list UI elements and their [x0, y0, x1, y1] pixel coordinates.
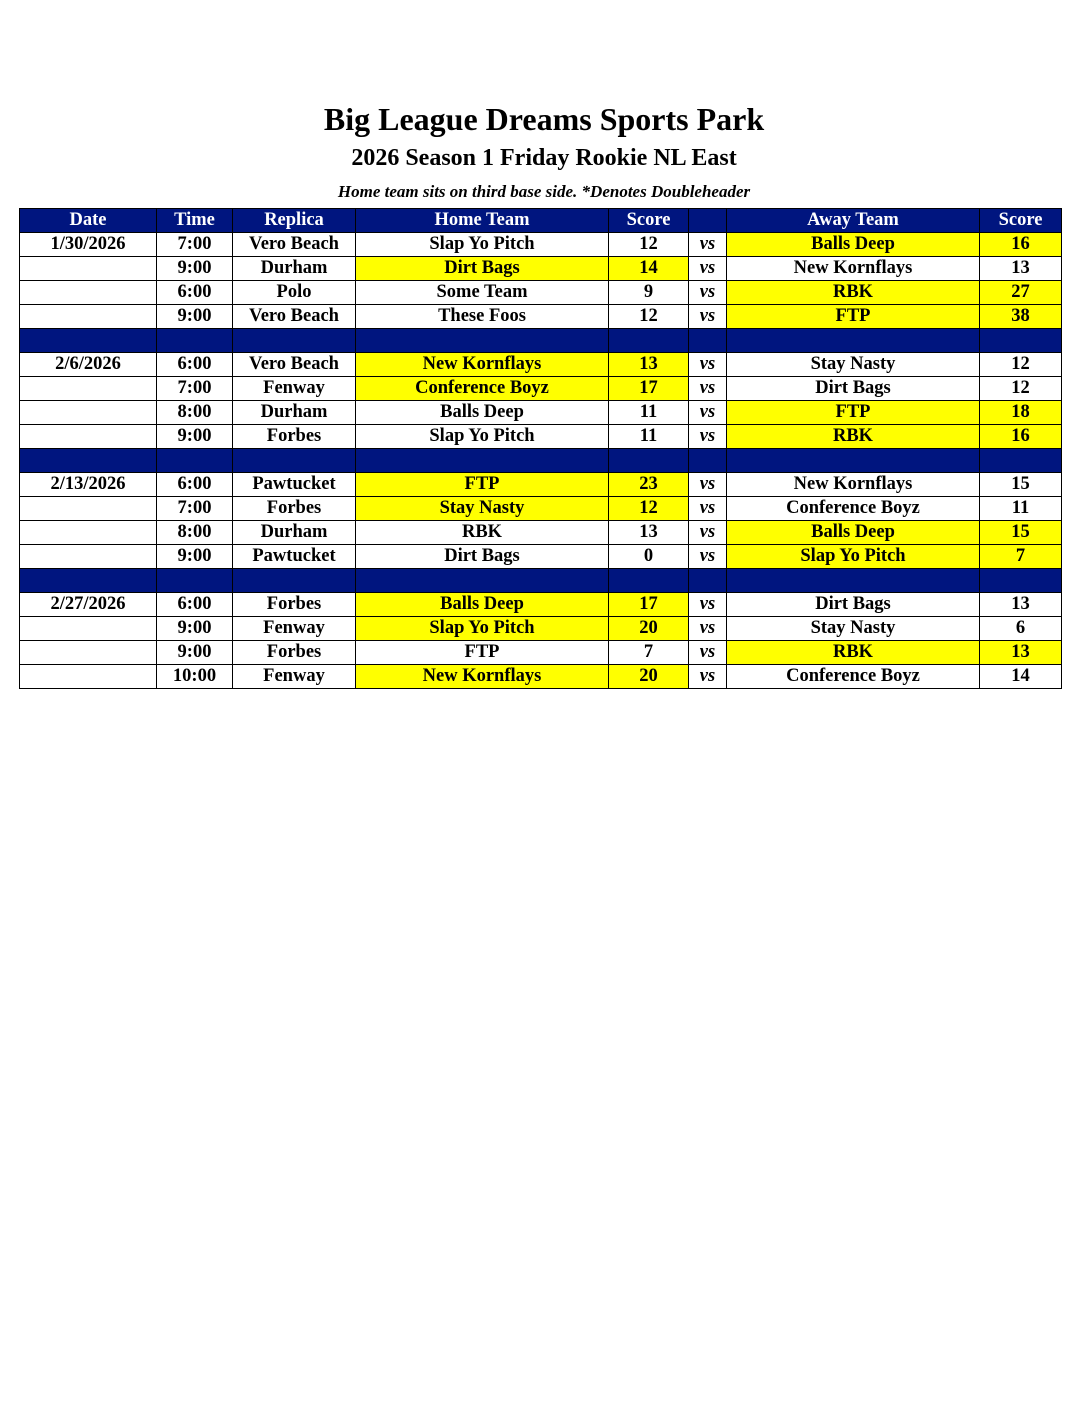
- week-separator-row: [20, 569, 1062, 593]
- time-cell: 9:00: [157, 425, 233, 449]
- separator-cell: [980, 449, 1062, 473]
- schedule-table: [19, 208, 1062, 689]
- game-row: [20, 593, 1062, 617]
- away-score-cell: 13: [980, 257, 1062, 281]
- date-cell: 2/27/2026: [20, 593, 157, 617]
- away-team-cell: Conference Boyz: [727, 497, 980, 521]
- home-score-cell: 7: [609, 641, 689, 665]
- away-score-cell: 14: [980, 665, 1062, 689]
- date-cell: [20, 305, 157, 329]
- away-team-cell: RBK: [727, 281, 980, 305]
- separator-cell: [157, 449, 233, 473]
- separator-cell: [689, 449, 727, 473]
- separator-cell: [157, 329, 233, 353]
- away-team-cell: Stay Nasty: [727, 617, 980, 641]
- time-cell: 9:00: [157, 257, 233, 281]
- date-cell: [20, 545, 157, 569]
- home-score-cell: 13: [609, 521, 689, 545]
- home-score-cell: 17: [609, 377, 689, 401]
- separator-cell: [233, 329, 356, 353]
- col-header-home-team: Home Team: [356, 209, 609, 233]
- time-cell: 9:00: [157, 617, 233, 641]
- home-score-cell: 11: [609, 425, 689, 449]
- time-cell: 9:00: [157, 545, 233, 569]
- home-score-cell: 20: [609, 617, 689, 641]
- vs-cell: vs: [689, 473, 727, 497]
- replica-cell: Forbes: [233, 641, 356, 665]
- replica-cell: Fenway: [233, 377, 356, 401]
- away-team-cell: New Kornflays: [727, 473, 980, 497]
- home-team-cell: Slap Yo Pitch: [356, 617, 609, 641]
- vs-cell: vs: [689, 425, 727, 449]
- home-score-cell: 9: [609, 281, 689, 305]
- time-cell: 9:00: [157, 305, 233, 329]
- week-separator-row: [20, 449, 1062, 473]
- away-team-cell: Stay Nasty: [727, 353, 980, 377]
- separator-cell: [356, 329, 609, 353]
- week-separator-row: [20, 329, 1062, 353]
- col-header-home-score: Score: [609, 209, 689, 233]
- separator-cell: [20, 329, 157, 353]
- home-team-cell: Dirt Bags: [356, 257, 609, 281]
- home-team-cell: Dirt Bags: [356, 545, 609, 569]
- separator-cell: [356, 449, 609, 473]
- vs-cell: vs: [689, 401, 727, 425]
- replica-cell: Durham: [233, 401, 356, 425]
- away-score-cell: 11: [980, 497, 1062, 521]
- vs-cell: vs: [689, 665, 727, 689]
- separator-cell: [727, 329, 980, 353]
- away-team-cell: Dirt Bags: [727, 593, 980, 617]
- home-score-cell: 14: [609, 257, 689, 281]
- home-score-cell: 11: [609, 401, 689, 425]
- replica-cell: Durham: [233, 521, 356, 545]
- separator-cell: [20, 449, 157, 473]
- col-header-time: Time: [157, 209, 233, 233]
- home-team-cell: RBK: [356, 521, 609, 545]
- date-cell: [20, 617, 157, 641]
- vs-cell: vs: [689, 281, 727, 305]
- away-score-cell: 12: [980, 377, 1062, 401]
- replica-cell: Durham: [233, 257, 356, 281]
- away-score-cell: 15: [980, 473, 1062, 497]
- vs-cell: vs: [689, 377, 727, 401]
- replica-cell: Vero Beach: [233, 305, 356, 329]
- separator-cell: [689, 329, 727, 353]
- away-team-cell: Conference Boyz: [727, 665, 980, 689]
- away-team-cell: Dirt Bags: [727, 377, 980, 401]
- away-score-cell: 27: [980, 281, 1062, 305]
- date-cell: [20, 521, 157, 545]
- away-team-cell: New Kornflays: [727, 257, 980, 281]
- away-score-cell: 18: [980, 401, 1062, 425]
- page-title: Big League Dreams Sports Park: [323, 101, 765, 137]
- game-row: [20, 353, 1062, 377]
- replica-cell: Vero Beach: [233, 233, 356, 257]
- away-score-cell: 7: [980, 545, 1062, 569]
- date-cell: [20, 257, 157, 281]
- separator-cell: [157, 569, 233, 593]
- vs-cell: vs: [689, 545, 727, 569]
- replica-cell: Forbes: [233, 497, 356, 521]
- separator-cell: [356, 569, 609, 593]
- time-cell: 7:00: [157, 233, 233, 257]
- home-team-cell: FTP: [356, 473, 609, 497]
- away-score-cell: 16: [980, 233, 1062, 257]
- time-cell: 6:00: [157, 281, 233, 305]
- away-team-cell: Balls Deep: [727, 233, 980, 257]
- away-score-cell: 13: [980, 641, 1062, 665]
- home-team-cell: These Foos: [356, 305, 609, 329]
- col-header-away-score: Score: [980, 209, 1062, 233]
- away-score-cell: 16: [980, 425, 1062, 449]
- col-header-date: Date: [20, 209, 157, 233]
- home-team-cell: New Kornflays: [356, 353, 609, 377]
- col-header-replica: Replica: [233, 209, 356, 233]
- home-team-cell: Slap Yo Pitch: [356, 233, 609, 257]
- separator-cell: [609, 569, 689, 593]
- away-team-cell: RBK: [727, 425, 980, 449]
- game-row: [20, 305, 1062, 329]
- game-row: [20, 425, 1062, 449]
- vs-cell: vs: [689, 641, 727, 665]
- date-cell: [20, 497, 157, 521]
- vs-cell: vs: [689, 257, 727, 281]
- home-team-cell: Balls Deep: [356, 401, 609, 425]
- home-score-cell: 12: [609, 305, 689, 329]
- separator-cell: [609, 329, 689, 353]
- away-team-cell: Slap Yo Pitch: [727, 545, 980, 569]
- home-score-cell: 17: [609, 593, 689, 617]
- date-cell: 2/6/2026: [20, 353, 157, 377]
- away-score-cell: 15: [980, 521, 1062, 545]
- date-cell: [20, 377, 157, 401]
- replica-cell: Pawtucket: [233, 473, 356, 497]
- game-row: [20, 545, 1062, 569]
- away-score-cell: 12: [980, 353, 1062, 377]
- away-team-cell: RBK: [727, 641, 980, 665]
- separator-cell: [233, 569, 356, 593]
- date-cell: [20, 281, 157, 305]
- time-cell: 8:00: [157, 521, 233, 545]
- home-team-cell: Some Team: [356, 281, 609, 305]
- page-subtitle: 2026 Season 1 Friday Rookie NL East: [351, 145, 737, 171]
- time-cell: 6:00: [157, 593, 233, 617]
- replica-cell: Forbes: [233, 593, 356, 617]
- home-score-cell: 0: [609, 545, 689, 569]
- home-team-cell: FTP: [356, 641, 609, 665]
- replica-cell: Vero Beach: [233, 353, 356, 377]
- separator-cell: [20, 569, 157, 593]
- away-team-cell: Balls Deep: [727, 521, 980, 545]
- date-cell: [20, 401, 157, 425]
- away-team-cell: FTP: [727, 305, 980, 329]
- vs-cell: vs: [689, 305, 727, 329]
- game-row: [20, 257, 1062, 281]
- time-cell: 10:00: [157, 665, 233, 689]
- game-row: [20, 377, 1062, 401]
- time-cell: 7:00: [157, 497, 233, 521]
- away-score-cell: 13: [980, 593, 1062, 617]
- away-score-cell: 38: [980, 305, 1062, 329]
- home-team-cell: New Kornflays: [356, 665, 609, 689]
- table-header-row: [20, 209, 1062, 233]
- vs-cell: vs: [689, 353, 727, 377]
- time-cell: 7:00: [157, 377, 233, 401]
- date-cell: [20, 641, 157, 665]
- home-score-cell: 12: [609, 233, 689, 257]
- time-cell: 6:00: [157, 473, 233, 497]
- home-score-cell: 20: [609, 665, 689, 689]
- separator-cell: [727, 449, 980, 473]
- date-cell: [20, 425, 157, 449]
- separator-cell: [609, 449, 689, 473]
- time-cell: 6:00: [157, 353, 233, 377]
- separator-cell: [689, 569, 727, 593]
- game-row: [20, 521, 1062, 545]
- home-team-cell: Balls Deep: [356, 593, 609, 617]
- date-cell: 2/13/2026: [20, 473, 157, 497]
- game-row: [20, 617, 1062, 641]
- replica-cell: Forbes: [233, 425, 356, 449]
- separator-cell: [727, 569, 980, 593]
- vs-cell: vs: [689, 233, 727, 257]
- away-score-cell: 6: [980, 617, 1062, 641]
- col-header-vs: [689, 209, 727, 233]
- game-row: [20, 497, 1062, 521]
- separator-cell: [233, 449, 356, 473]
- replica-cell: Fenway: [233, 617, 356, 641]
- time-cell: 9:00: [157, 641, 233, 665]
- home-score-cell: 23: [609, 473, 689, 497]
- home-score-cell: 13: [609, 353, 689, 377]
- game-row: [20, 281, 1062, 305]
- date-cell: 1/30/2026: [20, 233, 157, 257]
- game-row: [20, 401, 1062, 425]
- time-cell: 8:00: [157, 401, 233, 425]
- away-team-cell: FTP: [727, 401, 980, 425]
- vs-cell: vs: [689, 497, 727, 521]
- game-row: [20, 233, 1062, 257]
- replica-cell: Pawtucket: [233, 545, 356, 569]
- home-score-cell: 12: [609, 497, 689, 521]
- home-team-cell: Conference Boyz: [356, 377, 609, 401]
- game-row: [20, 665, 1062, 689]
- date-cell: [20, 665, 157, 689]
- vs-cell: vs: [689, 593, 727, 617]
- home-team-cell: Slap Yo Pitch: [356, 425, 609, 449]
- schedule-note: Home team sits on third base side. *Denotes Doubleheader: [337, 182, 751, 201]
- game-row: [20, 473, 1062, 497]
- replica-cell: Fenway: [233, 665, 356, 689]
- vs-cell: vs: [689, 617, 727, 641]
- vs-cell: vs: [689, 521, 727, 545]
- separator-cell: [980, 569, 1062, 593]
- separator-cell: [980, 329, 1062, 353]
- replica-cell: Polo: [233, 281, 356, 305]
- game-row: [20, 641, 1062, 665]
- schedule-body: [20, 233, 1062, 689]
- home-team-cell: Stay Nasty: [356, 497, 609, 521]
- col-header-away-team: Away Team: [727, 209, 980, 233]
